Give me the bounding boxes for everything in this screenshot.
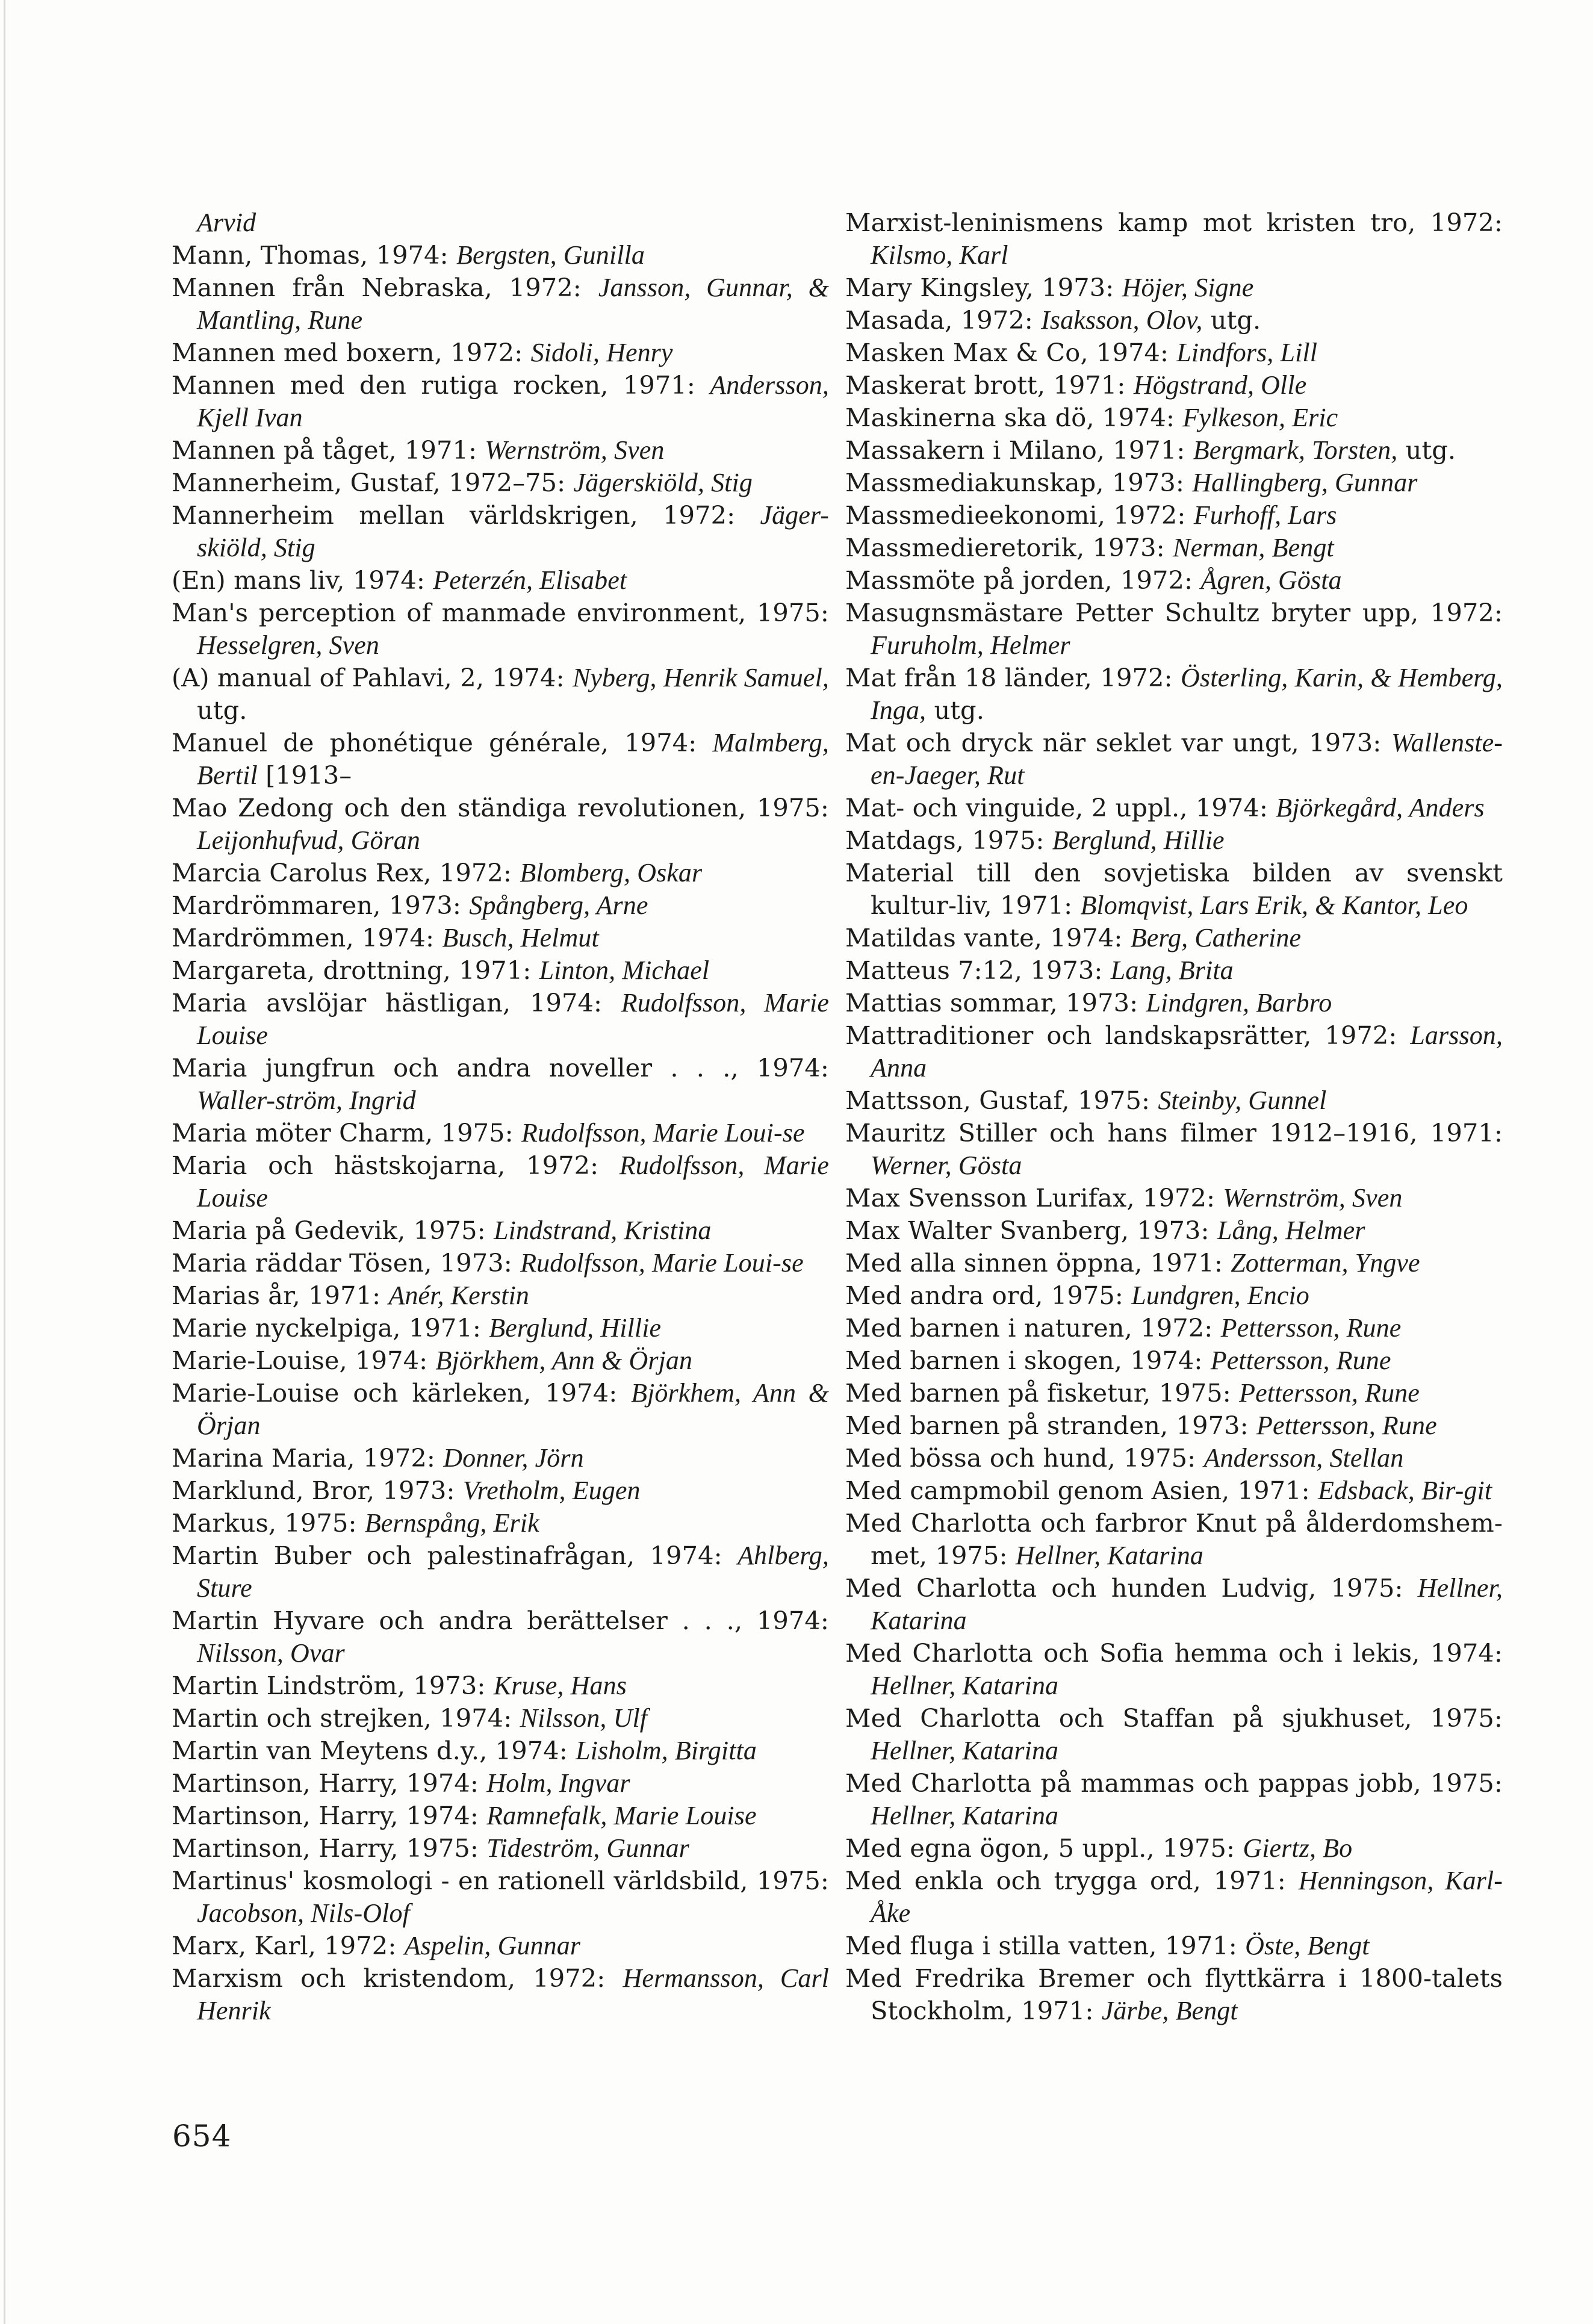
index-entry xyxy=(845,1214,1503,1247)
entry-title: Martinus' kosmologi - en rationell världsbild, 1975: xyxy=(172,1866,829,1895)
entry-title: Marie-Louise och kärleken, 1974: xyxy=(172,1378,632,1408)
index-entry xyxy=(845,662,1503,727)
entry-title: Mat från 18 länder, 1972: xyxy=(845,663,1181,692)
entry-title: Martin Buber och palestinafrågan, 1974: xyxy=(172,1541,738,1570)
entry-author: Öste, Bengt xyxy=(1245,1931,1370,1960)
entry-author: Hellner, Katarina xyxy=(871,1671,1059,1700)
entry-title: Massmediakunskap, 1973: xyxy=(845,468,1193,497)
index-entry xyxy=(172,1214,829,1247)
entry-author: Berg, Catherine xyxy=(1130,923,1302,952)
index-entry xyxy=(845,792,1503,824)
entry-title: Mannen med boxern, 1972: xyxy=(172,338,531,367)
entry-author: Jansson, Gunnar, & Mantling, Rune xyxy=(197,273,829,335)
entry-title: Martinson, Harry, 1974: xyxy=(172,1768,487,1798)
entry-author: Kilsmo, Karl xyxy=(871,240,1008,270)
index-entry xyxy=(172,1474,829,1507)
entry-title: Massmedieekonomi, 1972: xyxy=(845,500,1194,530)
entry-title: Mannerheim, Gustaf, 1972–75: xyxy=(172,468,574,497)
index-entry xyxy=(845,1442,1503,1474)
index-entry xyxy=(172,1735,829,1767)
entry-title: Mannen på tåget, 1971: xyxy=(172,435,485,465)
entry-author: Donner, Jörn xyxy=(443,1443,584,1473)
entry-title: Mann, Thomas, 1974: xyxy=(172,240,457,270)
entry-author: Furhoff, Lars xyxy=(1193,500,1337,530)
entry-author: Lisholm, Birgitta xyxy=(576,1736,757,1765)
entry-title: Matildas vante, 1974: xyxy=(845,923,1131,952)
entry-author: Lindfors, Lill xyxy=(1176,338,1318,367)
entry-title: Margareta, drottning, 1971: xyxy=(172,955,539,985)
index-entry xyxy=(845,987,1503,1019)
entry-author: Rudolfsson, Marie Louise xyxy=(197,1151,829,1213)
entry-title: Med barnen på fisketur, 1975: xyxy=(845,1378,1240,1408)
index-entry xyxy=(172,467,829,499)
index-entry xyxy=(845,207,1503,272)
entry-author: Fylkeson, Eric xyxy=(1182,403,1338,432)
index-entry xyxy=(845,1865,1503,1930)
entry-author: Rudolfsson, Marie Loui-se xyxy=(521,1118,805,1148)
index-entry xyxy=(172,792,829,857)
entry-author: Jacobson, Nils-Olof xyxy=(197,1898,410,1928)
index-entry xyxy=(845,954,1503,987)
index-entry xyxy=(845,1182,1503,1214)
entry-title: Markus, 1975: xyxy=(172,1508,365,1538)
index-entry xyxy=(172,727,829,792)
entry-title: Max Walter Svanberg, 1973: xyxy=(845,1216,1217,1245)
entry-author: Arvid xyxy=(197,208,256,237)
entry-title: Marias år, 1971: xyxy=(172,1281,389,1310)
index-entry xyxy=(172,272,829,337)
entry-author: Werner, Gösta xyxy=(871,1151,1022,1180)
entry-author: Holm, Ingvar xyxy=(486,1768,630,1798)
entry-title: Marxism och kristendom, 1972: xyxy=(172,1963,623,1993)
entry-author: Andersson, Kjell Ivan xyxy=(197,370,829,432)
entry-author: Aspelin, Gunnar xyxy=(404,1931,581,1960)
entry-suffix: [1913– xyxy=(257,760,352,790)
entry-title: Matteus 7:12, 1973: xyxy=(845,955,1111,985)
index-entry xyxy=(845,1377,1503,1409)
index-entry xyxy=(845,1409,1503,1442)
entry-title: Massmöte på jorden, 1972: xyxy=(845,565,1201,595)
entry-author: Giertz, Bo xyxy=(1243,1833,1353,1863)
entry-author: Jäger-skiöld, Stig xyxy=(197,500,829,562)
entry-title: Maria och hästskojarna, 1972: xyxy=(172,1151,620,1180)
entry-author: Blomberg, Oskar xyxy=(520,858,703,887)
index-entry xyxy=(845,369,1503,402)
entry-author: Lundgren, Encio xyxy=(1131,1281,1309,1310)
index-entry xyxy=(845,532,1503,564)
entry-author: Hallingberg, Gunnar xyxy=(1192,468,1418,497)
entry-author: Furuholm, Helmer xyxy=(871,630,1070,660)
entry-title: Martinson, Harry, 1974: xyxy=(172,1801,487,1830)
entry-title: Med enkla och trygga ord, 1971: xyxy=(845,1866,1299,1895)
index-entry xyxy=(172,1702,829,1735)
entry-author: Leijonhufvud, Göran xyxy=(197,825,421,855)
index-entry xyxy=(845,1019,1503,1084)
entry-author: Larsson, Anna xyxy=(871,1021,1503,1083)
entry-title: Mat och dryck när seklet var ungt, 1973: xyxy=(845,728,1391,757)
entry-author: Lång, Helmer xyxy=(1217,1216,1365,1245)
entry-title: Med campmobil genom Asien, 1971: xyxy=(845,1476,1318,1505)
entry-title: Med bössa och hund, 1975: xyxy=(845,1443,1204,1473)
index-entry xyxy=(845,1474,1503,1507)
entry-title: Mannen med den rutiga rocken, 1971: xyxy=(172,370,710,400)
entry-author: Sidoli, Henry xyxy=(530,338,673,367)
entry-title: Med alla sinnen öppna, 1971: xyxy=(845,1248,1231,1278)
entry-author: Lang, Brita xyxy=(1110,955,1234,985)
entry-title: Med Fredrika Bremer och flyttkärra i 1800-talets Stockholm, 1971: xyxy=(845,1963,1503,2025)
entry-title: Massmedieretorik, 1973: xyxy=(845,533,1173,562)
index-entry xyxy=(845,1832,1503,1865)
entry-title: Med barnen på stranden, 1973: xyxy=(845,1411,1256,1440)
entry-title: Marie-Louise, 1974: xyxy=(172,1346,436,1375)
index-entry xyxy=(172,1865,829,1930)
index-entry xyxy=(172,1767,829,1800)
entry-author: Malmberg, Bertil xyxy=(197,728,829,790)
entry-title: Mat- och vinguide, 2 uppl., 1974: xyxy=(845,793,1276,822)
page-edge-shadow xyxy=(4,0,5,2324)
entry-title: Maria avslöjar hästligan, 1974: xyxy=(172,988,621,1018)
entry-title: Mauritz Stiller och hans filmer 1912–1916, 1971: xyxy=(845,1118,1503,1148)
index-entry xyxy=(845,1312,1503,1344)
entry-title: Maria på Gedevik, 1975: xyxy=(172,1216,494,1245)
entry-author: Ramnefalk, Marie Louise xyxy=(486,1801,757,1830)
index-entry xyxy=(845,857,1503,922)
entry-suffix: utg. xyxy=(197,695,247,725)
left-index-column xyxy=(172,207,829,2027)
entry-author: Wernström, Sven xyxy=(485,435,665,465)
entry-author: Anér, Kerstin xyxy=(388,1281,529,1310)
entry-title: Med barnen i naturen, 1972: xyxy=(845,1313,1221,1343)
entry-author: Ahlberg, Sture xyxy=(197,1541,829,1603)
entry-author: Bernspång, Erik xyxy=(364,1508,539,1538)
entry-author: Nerman, Bengt xyxy=(1173,533,1334,562)
index-entry xyxy=(172,987,829,1052)
entry-author: Pettersson, Rune xyxy=(1239,1378,1420,1408)
entry-author: Andersson, Stellan xyxy=(1203,1443,1404,1473)
index-entry xyxy=(845,1279,1503,1312)
entry-author: Björkhem, Ann & Örjan xyxy=(197,1378,829,1440)
index-entry xyxy=(845,1702,1503,1767)
entry-title: Med egna ögon, 5 uppl., 1975: xyxy=(845,1833,1243,1863)
index-entry xyxy=(172,1507,829,1539)
entry-author: Hellner, Katarina xyxy=(871,1801,1059,1830)
entry-author: Wallenste-en-Jaeger, Rut xyxy=(871,728,1503,790)
entry-author: Pettersson, Rune xyxy=(1256,1411,1437,1440)
index-entry xyxy=(845,434,1503,467)
entry-author: Järbe, Bengt xyxy=(1101,1996,1238,2025)
index-entry xyxy=(845,337,1503,369)
index-entry xyxy=(172,369,829,434)
entry-title: Med Charlotta och Sofia hemma och i lekis, 1974: xyxy=(845,1638,1503,1668)
index-entry xyxy=(172,889,829,922)
entry-author: Hellner, Katarina xyxy=(871,1736,1059,1765)
entry-title: Material till den sovjetiska bilden av svenskt kultur-liv, 1971: xyxy=(845,858,1503,920)
index-entry xyxy=(845,304,1503,337)
entry-author: Steinby, Gunnel xyxy=(1158,1086,1327,1115)
index-entry xyxy=(172,1962,829,2027)
index-entry xyxy=(845,1084,1503,1117)
entry-author: Högstrand, Olle xyxy=(1133,370,1307,400)
entry-author: Peterzén, Elisabet xyxy=(433,565,627,595)
entry-title: Med fluga i stilla vatten, 1971: xyxy=(845,1931,1246,1960)
index-entry xyxy=(845,1117,1503,1182)
entry-title: Maskinerna ska dö, 1974: xyxy=(845,403,1183,432)
entry-title: Med barnen i skogen, 1974: xyxy=(845,1346,1211,1375)
entry-title: Max Svensson Lurifax, 1972: xyxy=(845,1183,1223,1213)
right-index-column xyxy=(845,207,1503,2027)
index-entry xyxy=(172,1605,829,1670)
entry-title: Med andra ord, 1975: xyxy=(845,1281,1132,1310)
entry-title: Mary Kingsley, 1973: xyxy=(845,273,1122,302)
index-entry xyxy=(845,1637,1503,1702)
entry-author: Rudolfsson, Marie Louise xyxy=(197,988,829,1050)
index-entry xyxy=(172,597,829,662)
entry-author: Hesselgren, Sven xyxy=(197,630,379,660)
index-entry xyxy=(172,1247,829,1279)
entry-author: Nilsson, Ovar xyxy=(197,1638,345,1668)
index-entry xyxy=(845,1767,1503,1832)
index-entry xyxy=(172,564,829,597)
entry-author: Bergmark, Torsten, xyxy=(1193,435,1398,465)
entry-title: Mannen från Nebraska, 1972: xyxy=(172,273,598,302)
entry-title: Martin van Meytens d.y., 1974: xyxy=(172,1736,576,1765)
entry-author: Henningson, Karl-Åke xyxy=(871,1866,1503,1928)
index-entry xyxy=(845,1962,1503,2027)
entry-author: Rudolfsson, Marie Loui-se xyxy=(520,1248,804,1278)
entry-title: Masugnsmästare Petter Schultz bryter upp, 1972: xyxy=(845,598,1503,627)
index-entry xyxy=(172,1052,829,1117)
entry-author: Spångberg, Arne xyxy=(469,890,648,920)
index-entry xyxy=(172,1539,829,1605)
index-entry xyxy=(172,1670,829,1702)
entry-author: Busch, Helmut xyxy=(442,923,599,952)
entry-author: Österling, Karin, & Hemberg, Inga, xyxy=(871,663,1503,725)
entry-title: Marxist-leninismens kamp mot kristen tro, 1972: xyxy=(845,208,1503,237)
index-entry xyxy=(845,922,1503,954)
entry-title: Martin och strejken, 1974: xyxy=(172,1703,520,1733)
entry-author: Hellner, Katarina xyxy=(871,1573,1503,1635)
entry-suffix: utg. xyxy=(1397,435,1456,465)
entry-author: Wernström, Sven xyxy=(1223,1183,1403,1213)
entry-author: Hermansson, Carl Henrik xyxy=(197,1963,829,2025)
index-entry xyxy=(172,337,829,369)
index-entry xyxy=(172,1117,829,1149)
index-entry xyxy=(845,1572,1503,1637)
index-entry xyxy=(172,207,829,239)
entry-author: Tideström, Gunnar xyxy=(486,1833,689,1863)
index-entry xyxy=(172,1344,829,1377)
entry-title: Martinson, Harry, 1975: xyxy=(172,1833,487,1863)
index-entry xyxy=(172,1832,829,1865)
entry-author: Hellner, Katarina xyxy=(1015,1541,1204,1570)
entry-author: Nilsson, Ulf xyxy=(520,1703,648,1733)
entry-title: Maria räddar Tösen, 1973: xyxy=(172,1248,521,1278)
index-entry xyxy=(172,1442,829,1474)
entry-author: Björkhem, Ann & Örjan xyxy=(435,1346,693,1375)
index-entry xyxy=(172,1930,829,1962)
entry-author: Nyberg, Henrik Samuel, xyxy=(572,663,829,692)
index-entry xyxy=(172,662,829,727)
entry-title: Maria möter Charm, 1975: xyxy=(172,1118,521,1148)
entry-author: Pettersson, Rune xyxy=(1220,1313,1402,1343)
index-entry xyxy=(845,467,1503,499)
entry-author: Pettersson, Rune xyxy=(1210,1346,1391,1375)
entry-author: Lindgren, Barbro xyxy=(1146,988,1332,1018)
entry-title: Marx, Karl, 1972: xyxy=(172,1931,405,1960)
entry-title: Marklund, Bror, 1973: xyxy=(172,1476,463,1505)
index-entry xyxy=(172,954,829,987)
entry-title: (En) mans liv, 1974: xyxy=(172,565,433,595)
entry-title: Mannerheim mellan världskrigen, 1972: xyxy=(172,500,760,530)
entry-title: Martin Lindström, 1973: xyxy=(172,1671,494,1700)
entry-title: Med Charlotta och hunden Ludvig, 1975: xyxy=(845,1573,1418,1603)
entry-title: Masken Max & Co, 1974: xyxy=(845,338,1177,367)
entry-title: Maria jungfrun och andra noveller . . ., 1974: xyxy=(172,1053,829,1083)
entry-author: Isaksson, Olov, xyxy=(1041,305,1203,335)
index-entry xyxy=(845,1507,1503,1572)
index-entry xyxy=(845,1930,1503,1962)
index-entry xyxy=(845,597,1503,662)
index-entry xyxy=(845,272,1503,304)
index-entry xyxy=(172,1377,829,1442)
index-entry xyxy=(845,499,1503,532)
entry-author: Jägerskiöld, Stig xyxy=(573,468,753,497)
entry-author: Linton, Michael xyxy=(539,955,710,985)
entry-author: Björkegård, Anders xyxy=(1276,793,1485,822)
entry-title: Marie nyckelpiga, 1971: xyxy=(172,1313,489,1343)
entry-title: Mattraditioner och landskapsrätter, 1972: xyxy=(845,1021,1411,1050)
entry-author: Edsback, Bir-git xyxy=(1318,1476,1492,1505)
entry-title: Mardrömmaren, 1973: xyxy=(172,890,470,920)
entry-author: Ågren, Gösta xyxy=(1200,565,1342,595)
index-entry xyxy=(845,402,1503,434)
index-entry xyxy=(172,1279,829,1312)
index-entry xyxy=(845,824,1503,857)
entry-author: Höjer, Signe xyxy=(1122,273,1254,302)
entry-title: Martin Hyvare och andra berättelser . . ., 1974: xyxy=(172,1606,829,1635)
entry-title: (A) manual of Pahlavi, 2, 1974: xyxy=(172,663,573,692)
entry-title: Mardrömmen, 1974: xyxy=(172,923,442,952)
entry-title: Mao Zedong och den ständiga revolutionen, 1975: xyxy=(172,793,829,822)
page-number: 654 xyxy=(172,2119,232,2154)
index-entry xyxy=(172,857,829,889)
entry-title: Massakern i Milano, 1971: xyxy=(845,435,1193,465)
entry-author: Kruse, Hans xyxy=(493,1671,627,1700)
index-entry xyxy=(172,1800,829,1832)
entry-title: Mattsson, Gustaf, 1975: xyxy=(845,1086,1158,1115)
entry-title: Masada, 1972: xyxy=(845,305,1042,335)
entry-suffix: utg. xyxy=(926,695,985,725)
entry-author: Bergsten, Gunilla xyxy=(456,240,645,270)
index-entry xyxy=(172,922,829,954)
index-entry xyxy=(172,1312,829,1344)
entry-title: Manuel de phonétique générale, 1974: xyxy=(172,728,713,757)
entry-title: Med Charlotta på mammas och pappas jobb, 1975: xyxy=(845,1768,1503,1798)
index-entry xyxy=(172,499,829,564)
entry-suffix: utg. xyxy=(1202,305,1261,335)
index-entry xyxy=(845,564,1503,597)
entry-title: Mattias sommar, 1973: xyxy=(845,988,1146,1018)
index-entry xyxy=(845,1344,1503,1377)
index-entry xyxy=(845,727,1503,792)
entry-title: Maskerat brott, 1971: xyxy=(845,370,1134,400)
entry-author: Zotterman, Yngve xyxy=(1231,1248,1420,1278)
index-entry xyxy=(172,239,829,272)
entry-title: Marcia Carolus Rex, 1972: xyxy=(172,858,520,887)
entry-title: Med Charlotta och farbror Knut på ålderdomshem-met, 1975: xyxy=(845,1508,1503,1570)
entry-author: Berglund, Hillie xyxy=(1052,825,1225,855)
entry-author: Berglund, Hillie xyxy=(489,1313,662,1343)
entry-author: Vretholm, Eugen xyxy=(462,1476,641,1505)
index-entry xyxy=(172,434,829,467)
entry-title: Marina Maria, 1972: xyxy=(172,1443,444,1473)
index-entry xyxy=(172,1149,829,1214)
entry-title: Man's perception of manmade environment, 1975: xyxy=(172,598,829,627)
index-entry xyxy=(845,1247,1503,1279)
entry-author: Waller-ström, Ingrid xyxy=(197,1086,416,1115)
entry-author: Lindstrand, Kristina xyxy=(494,1216,712,1245)
entry-title: Matdags, 1975: xyxy=(845,825,1052,855)
entry-author: Blomqvist, Lars Erik, & Kantor, Leo xyxy=(1080,890,1468,920)
entry-title: Med Charlotta och Staffan på sjukhuset, 1975: xyxy=(845,1703,1503,1733)
